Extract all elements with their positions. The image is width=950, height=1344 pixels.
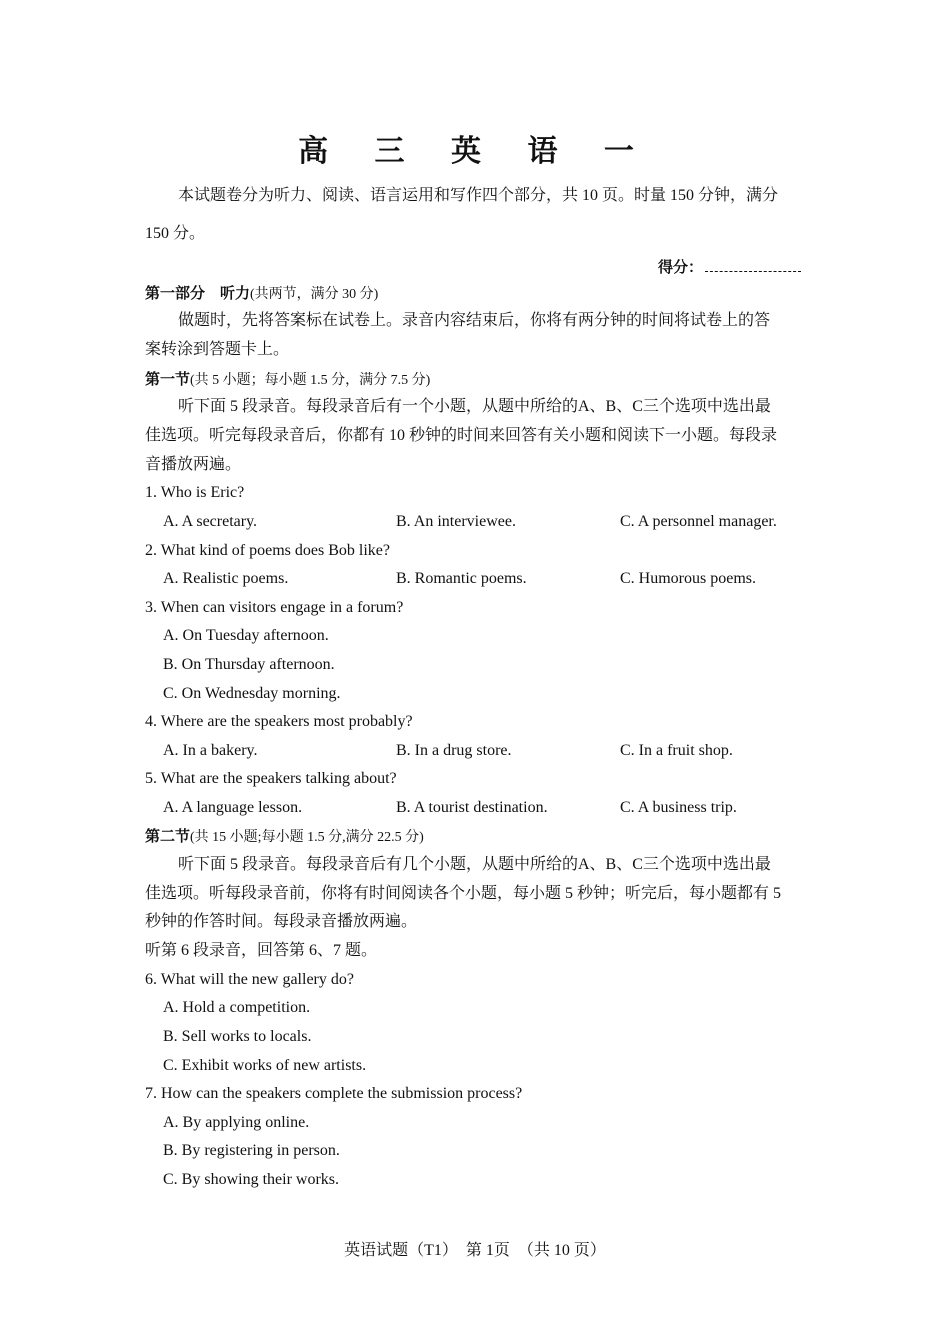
question-stem: 7. How can the speakers complete the submission process? xyxy=(145,1085,523,1102)
part1-note: (共两节，满分 30 分) xyxy=(250,287,379,302)
section2-note: (共 15 小题;每小题 1.5 分,满分 22.5 分) xyxy=(190,830,424,845)
option-b: B. A tourist destination. xyxy=(396,799,548,816)
question-stem: 5. What are the speakers talking about? xyxy=(145,770,397,787)
intro-line-2: 150 分。 xyxy=(145,225,206,242)
section1-note: (共 5 小题；每小题 1.5 分，满分 7.5 分) xyxy=(190,373,431,388)
part1-instruction-1: 做题时，先将答案标在试卷上。录音内容结束后，你将有两分钟的时间将试卷上的答 xyxy=(178,312,771,329)
option-a: A. In a bakery. xyxy=(163,742,258,759)
option-b: B. On Thursday afternoon. xyxy=(163,656,335,673)
option-c: C. In a fruit shop. xyxy=(620,742,733,759)
intro-line-1: 本试题卷分为听力、阅读、语言运用和写作四个部分，共 10 页。时量 150 分钟，满分 xyxy=(178,187,779,204)
option-c: C. Humorous poems. xyxy=(620,570,756,587)
option-a: A. Realistic poems. xyxy=(163,570,289,587)
option-c: C. By showing their works. xyxy=(163,1171,339,1188)
section1-instruction-1: 听下面 5 段录音。每段录音后有一个小题，从题中所给的A、B、C三个选项中选出最 xyxy=(178,398,771,415)
option-b: B. An interviewee. xyxy=(396,513,516,530)
section1-heading xyxy=(145,369,430,391)
part1-title: 第一部分 听力 xyxy=(145,284,251,302)
part1-instruction-2: 案转涂到答题卡上。 xyxy=(145,341,290,358)
option-a: A. By applying online. xyxy=(163,1114,310,1131)
question-stem: 4. Where are the speakers most probably? xyxy=(145,713,413,730)
option-c: C. A business trip. xyxy=(620,799,737,816)
score-field[interactable] xyxy=(658,256,801,277)
section2-title: 第二节 xyxy=(145,827,191,845)
option-a: A. Hold a competition. xyxy=(163,999,311,1016)
section1-title: 第一节 xyxy=(145,370,191,388)
question-stem: 6. What will the new gallery do? xyxy=(145,971,354,988)
question-stem: 1. Who is Eric? xyxy=(145,484,245,501)
question-stem: 3. When can visitors engage in a forum? xyxy=(145,599,404,616)
option-a: A. On Tuesday afternoon. xyxy=(163,627,329,644)
audio-6-instruction: 听第 6 段录音，回答第 6、7 题。 xyxy=(145,942,378,959)
exam-title: 高 三 英 语 一 xyxy=(298,134,652,169)
score-blank[interactable] xyxy=(705,257,801,272)
option-a: A. A language lesson. xyxy=(163,799,303,816)
option-c: C. Exhibit works of new artists. xyxy=(163,1057,367,1074)
section1-instruction-2: 佳选项。听完每段录音后，你都有 10 秒钟的时间来回答有关小题和阅读下一小题。每段录 xyxy=(145,427,778,444)
score-label: 得分： xyxy=(658,258,704,276)
option-c: C. On Wednesday morning. xyxy=(163,685,341,702)
option-a: A. A secretary. xyxy=(163,513,258,530)
question-stem: 2. What kind of poems does Bob like? xyxy=(145,542,390,559)
section2-instruction-2: 佳选项。听每段录音前，你将有时间阅读各个小题，每小题 5 秒钟；听完后，每小题都有 5 xyxy=(145,885,782,902)
page-footer: 英语试题（T1） 第 1页 （共 10 页） xyxy=(344,1242,606,1259)
option-c: C. A personnel manager. xyxy=(620,513,777,530)
option-b: B. In a drug store. xyxy=(396,742,512,759)
option-b: B. Romantic poems. xyxy=(396,570,527,587)
part1-heading xyxy=(145,283,378,305)
option-b: B. By registering in person. xyxy=(163,1142,340,1159)
section2-instruction-1: 听下面 5 段录音。每段录音后有几个小题，从题中所给的A、B、C三个选项中选出最 xyxy=(178,856,771,873)
section1-instruction-3: 音播放两遍。 xyxy=(145,456,242,473)
section2-instruction-3: 秒钟的作答时间。每段录音播放两遍。 xyxy=(145,913,418,930)
section2-heading xyxy=(145,826,424,848)
option-b: B. Sell works to locals. xyxy=(163,1028,312,1045)
